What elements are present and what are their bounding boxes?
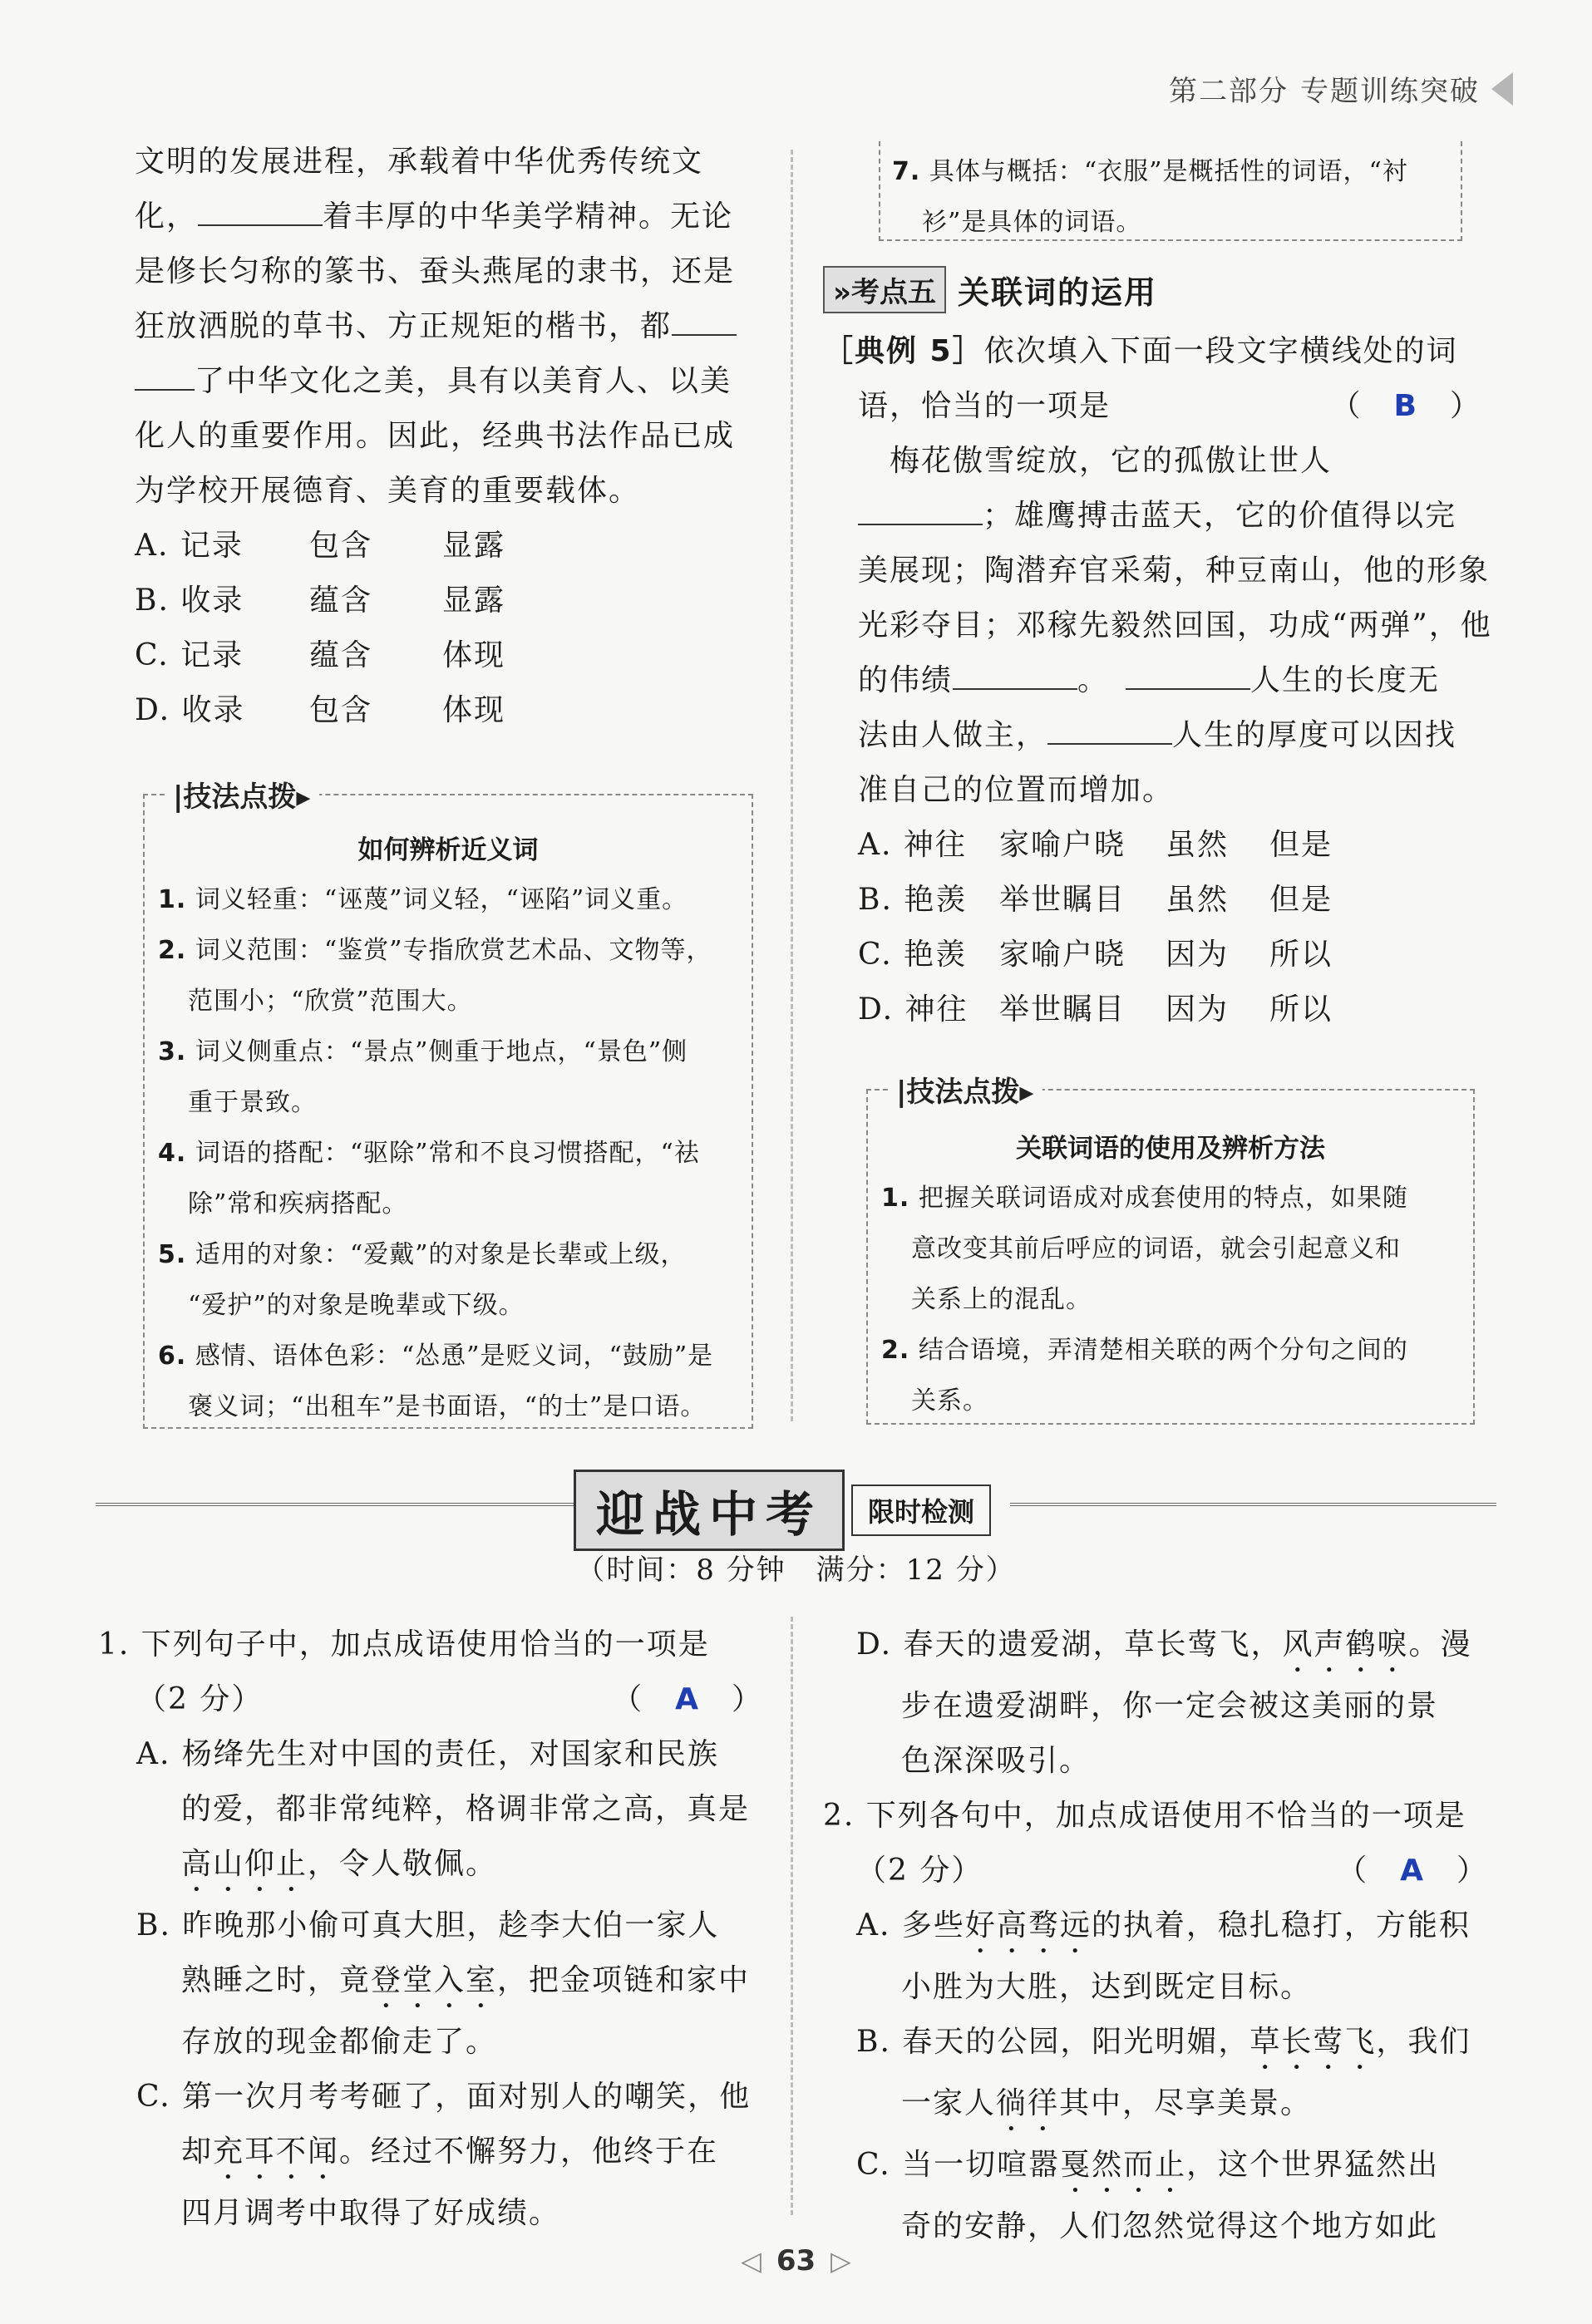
q1-option-d-cont: 步在遗爱湖畔，你一定会被这美丽的景 [901,1689,1439,1723]
header-triangle-icon [1491,72,1513,106]
answer: B [1393,389,1418,423]
q1-option-d: D. 春天的遗爱湖，草长莺飞，风声鹤唳。漫 [856,1627,1472,1662]
tip-line: 重于景致。 [188,1088,317,1117]
passage-line: 狂放洒脱的草书、方正规矩的楷书，都 [135,299,766,354]
option-b-cont: 存放的现金都偷走了。 [181,2025,498,2059]
tip-line: 关系上的混乱。 [911,1285,1092,1314]
section-banner [574,1470,991,1551]
tip-line: 3. 词义侧重点：“景点”侧重于地点，“景色”侧 [158,1037,688,1066]
option: D. 神往 举世瞩目 因为 所以 [858,992,1333,1027]
answer-bracket: （ A ） [1337,1854,1488,1888]
option: B. 艳羡 举世瞩目 虽然 但是 [858,883,1333,917]
passage-line: 的伟绩 。 人生的长度无 [858,663,1441,697]
header-title: 专题训练突破 [1300,75,1480,108]
tip-line: 除”常和疾病搭配。 [188,1189,408,1219]
passage-line: 文明的发展进程，承载着中华优秀传统文 [135,145,704,179]
tip-line: 1. 词义轻重：“诬蔑”词义轻，“诬陷”词义重。 [158,885,688,914]
dotted-idiom: 好高骛远 [964,1908,1092,1942]
banner-main: 迎战中考 [574,1470,845,1551]
passage-line: 美展现；陶潜弃官采菊，种豆南山，他的形象 [858,554,1491,588]
tip-line: 4. 词语的搭配：“驱除”常和不良习惯搭配，“祛 [158,1139,700,1168]
column-divider-top [791,150,793,1421]
tip-line: 范围小；“欣赏”范围大。 [188,987,473,1016]
header-part: 第二部分 [1169,75,1289,108]
tip-line: 5. 适用的对象：“爱戴”的对象是长辈或上级， [158,1240,687,1269]
page-header [1169,68,1513,109]
tip-box-conjunctions [866,1076,1475,1425]
option-c-cont: 却充耳不闻。经过不懈努力，他终于在 [181,2134,719,2169]
passage-line: 准自己的位置而增加。 [858,773,1175,807]
tip-line: “爱护”的对象是晚辈或下级。 [188,1291,525,1320]
fill-blank [1126,663,1250,690]
question-score: （2 分） （ A ） [98,1672,763,1727]
fill-blank [672,309,737,336]
tip-heading: 关联词语的使用及辨析方法 [1016,1134,1325,1164]
option: C. 艳羡 家喻户晓 因为 所以 [858,938,1333,972]
tip-line: 2. 词义范围：“鉴赏”专指欣赏艺术品、文物等， [158,936,712,965]
passage-line: 是修长匀称的篆书、蚕头燕尾的隶书，还是 [135,254,736,288]
option-a-cont: 的爱，都非常纯粹，格调非常之高，真是 [181,1792,751,1826]
dotted-idiom: 戛然而止 [1060,2148,1187,2182]
fill-blank [1047,718,1172,745]
option: A. 神往 家喻户晓 虽然 但是 [858,828,1333,862]
passage-line: 化， 着丰厚的中华美学精神。无论 [135,199,734,234]
fill-blank [858,499,983,525]
example-5 [823,324,1492,1037]
tip-label: |技法点拨▸ [888,1069,1042,1110]
answer-bracket: （ B ） [1330,389,1481,423]
banner-rule-right [1010,1503,1496,1506]
option-b-cont: 熟睡之时，竟登堂入室，把金项链和家中 [181,1963,751,1997]
tip-lines [158,874,752,1432]
option-a: A. 杨绛先生对中国的责任，对国家和民族 [136,1737,719,1771]
tip-line: 褒义词；“出租车”是书面语，“的士”是口语。 [188,1392,707,1421]
options-list [823,818,1488,1037]
passage-line: 了中华文化之美，具有以美育人、以美 [135,354,766,409]
passage-line: 法由人做主， 人生的厚度可以因找 [858,718,1457,752]
tip-label: |技法点拨▸ [165,774,319,815]
answer: A [675,1682,700,1716]
option: D. 收录 包含 体现 [135,693,506,727]
passage-line: 为学校开展德育、美育的重要载体。 [135,474,641,508]
dotted-idiom: 徜徉 [996,2086,1060,2120]
tip-line: 关系。 [911,1386,988,1416]
option-b: B. 昨晚那小偷可真大胆，趁李大伯一家人 [136,1908,720,1942]
fill-blank [135,364,195,391]
tip-heading: 如何辨析近义词 [357,835,539,865]
example-stem: ［典例 5］依次填入下面一段文字横线处的词 [823,334,1458,368]
dotted-idiom: 登堂入室 [371,1963,498,1997]
option-b-cont: 一家人徜徉其中，尽享美景。 [901,2086,1313,2120]
banner-rule-left [96,1503,578,1506]
dotted-idiom: 草长莺飞 [1249,2025,1377,2059]
passage-line: ；雄鹰搏击蓝天，它的价值得以完 [823,489,1488,544]
options-list [135,519,766,738]
option: B. 收录 蕴含 显露 [135,583,506,618]
question-score: （2 分） （ A ） [823,1844,1488,1898]
banner-sub: 限时检测 [851,1485,991,1536]
option-c: C. 当一切喧嚣戛然而止，这个世界猛然出 [856,2148,1440,2182]
tip-lines [881,1173,1473,1426]
option-a: A. 多些好高骛远的执着，稳扎稳打，方能积 [856,1908,1471,1942]
left-upper-column [135,135,766,738]
option-c-cont: 奇的安静，人们忽然觉得这个地方如此 [901,2209,1439,2243]
option: A. 记录 包含 显露 [135,529,506,563]
tip-box-continued [879,141,1462,241]
q1-option-d-cont: 色深深吸引。 [901,1744,1092,1778]
example-stem: 语，恰当的一项是 （ B ） [823,379,1488,434]
section-heading [823,266,1157,313]
question-2 [823,1789,1488,2254]
right-lower-column [823,1617,1488,2254]
tip-box-synonyms [143,780,753,1429]
tip-line: 2. 结合语境，弄清楚相关联的两个分句之间的 [881,1336,1408,1365]
option-a-cont: 高山仰止，令人敬佩。 [181,1847,498,1881]
dotted-idiom: 高山仰止 [181,1847,308,1881]
section-title: 关联词的运用 [957,274,1157,311]
answer-bracket: （ A ） [612,1682,763,1716]
dotted-idiom: 风声鹤唳 [1282,1627,1409,1662]
option-a-cont: 小胜为大胜，达到既定目标。 [901,1970,1313,2004]
tip-line: 7. 具体与概括：“衣服”是概括性的词语，“衬 [892,157,1408,186]
next-page-icon[interactable]: ▷ [831,2245,851,2277]
fill-blank [953,663,1077,690]
tip-line: 6. 感情、语体色彩：“怂恿”是贬义词，“鼓励”是 [158,1342,714,1371]
page-number: 63 [776,2244,816,2277]
question-stem: 2. 下列各句中，加点成语使用不恰当的一项是 [823,1799,1466,1833]
tip-line: 衫”是具体的词语。 [922,208,1142,237]
question-stem: 1. 下列句子中，加点成语使用恰当的一项是 [98,1627,710,1662]
tip-lines [892,146,1461,248]
question-1 [98,1617,763,2241]
dotted-idiom: 充耳不闻 [213,2134,340,2169]
section-tag: »考点五 [823,266,946,313]
page-footer [0,2244,1592,2277]
option-b: B. 春天的公园，阳光明媚，草长莺飞，我们 [856,2025,1471,2059]
time-info: （时间：8 分钟 满分：12 分） [576,1553,1016,1587]
prev-page-icon[interactable]: ◁ [741,2245,761,2277]
option: C. 记录 蕴含 体现 [135,638,506,672]
column-divider-bottom [791,1617,793,2215]
tip-line: 意改变其前后呼应的词语，就会引起意义和 [911,1234,1401,1263]
answer: A [1400,1854,1425,1888]
tip-line: 1. 把握关联词语成对成套使用的特点，如果随 [881,1184,1408,1213]
option-c: C. 第一次月考考砸了，面对别人的嘲笑，他 [136,2080,752,2114]
passage-line: 梅花傲雪绽放，它的孤傲让世人 [890,444,1333,478]
passage-line: 光彩夺目；邓稼先毅然回国，功成“两弹”，他 [858,608,1492,643]
option-c-cont: 四月调考中取得了好成绩。 [181,2196,561,2230]
passage-line: 化人的重要作用。因此，经典书法作品已成 [135,419,736,453]
fill-blank [198,199,323,226]
